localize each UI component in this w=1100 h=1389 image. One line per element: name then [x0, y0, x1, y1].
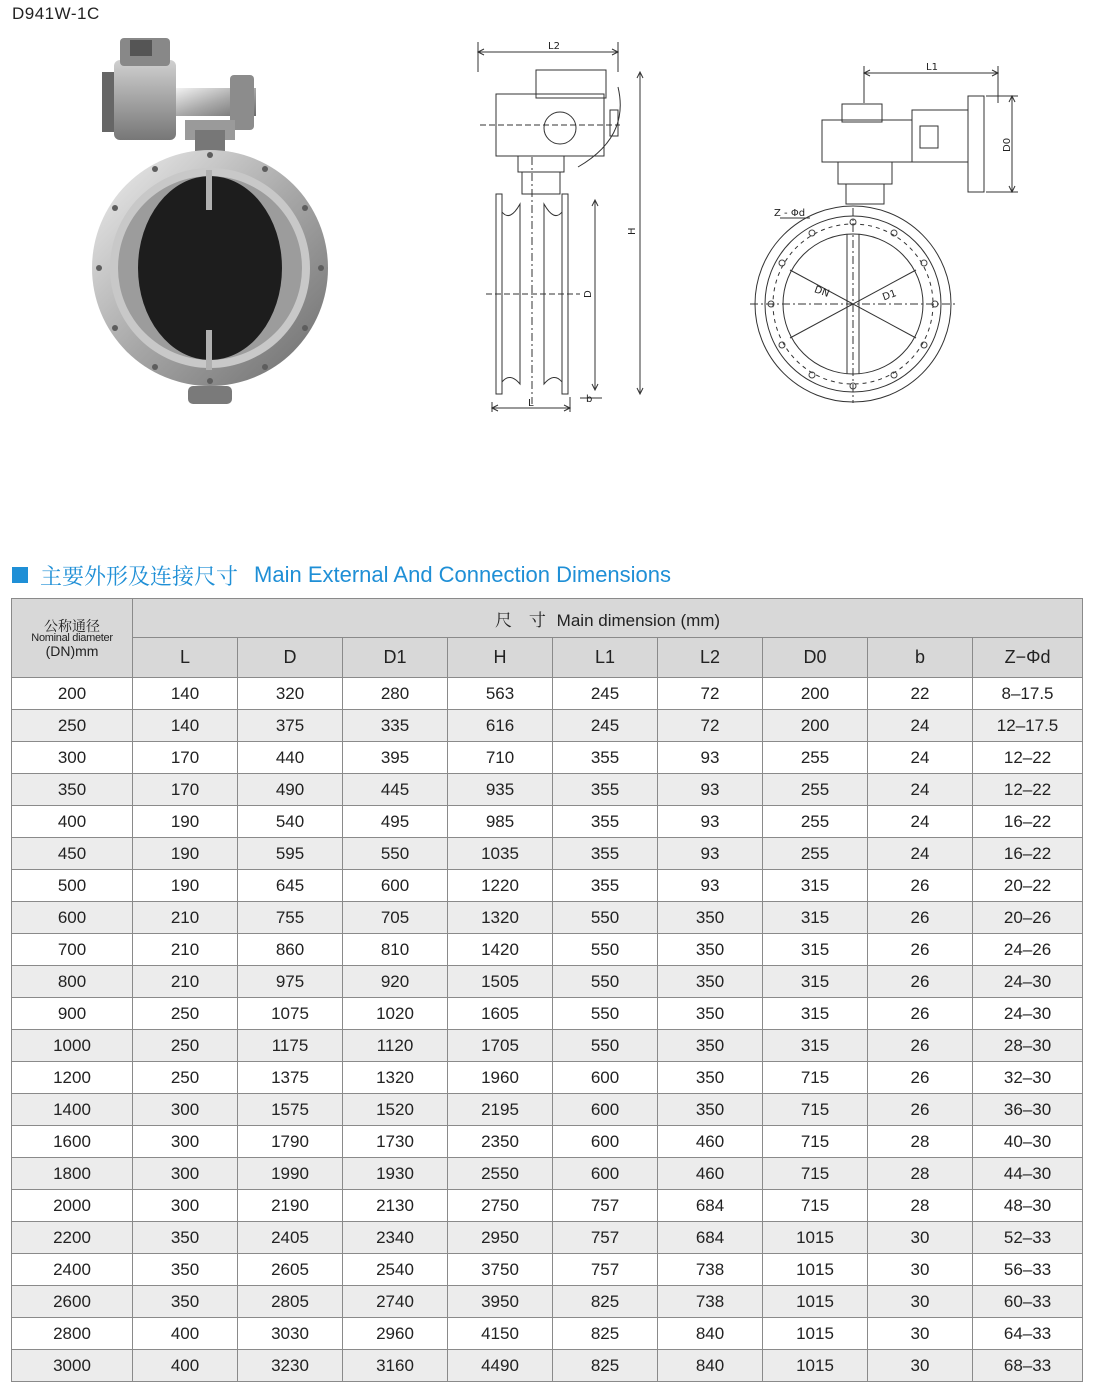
table-row — [12, 966, 1083, 998]
dimension-cell: 563 — [448, 678, 553, 710]
dimension-cell: 300 — [133, 1094, 238, 1126]
dimension-cell: 445 — [343, 774, 448, 806]
dimension-cell: 190 — [133, 838, 238, 870]
dimension-cell: 2190 — [238, 1190, 343, 1222]
dimension-cell: 36–30 — [973, 1094, 1083, 1126]
dimension-cell: 757 — [553, 1254, 658, 1286]
dimension-cell: 315 — [763, 966, 868, 998]
section-title-en: Main External And Connection Dimensions — [254, 562, 672, 587]
dimension-cell: 190 — [133, 806, 238, 838]
dimension-cell: 28–30 — [973, 1030, 1083, 1062]
dimension-cell: 1520 — [343, 1094, 448, 1126]
dimension-cell: 210 — [133, 934, 238, 966]
dimension-cell: 1015 — [763, 1318, 868, 1350]
dimension-cell: 920 — [343, 966, 448, 998]
dimension-cell: 30 — [868, 1318, 973, 1350]
dimension-cell: 24 — [868, 806, 973, 838]
dimension-cell: 255 — [763, 742, 868, 774]
dimension-cell: 1220 — [448, 870, 553, 902]
dn-cell: 800 — [12, 966, 133, 998]
label-z-phi-d: Z - Φd — [774, 208, 806, 219]
dimension-cell: 300 — [133, 1190, 238, 1222]
label-DN: DN — [812, 284, 831, 300]
dimension-cell: 1575 — [238, 1094, 343, 1126]
table-row — [12, 1126, 1083, 1158]
dimension-cell: 1420 — [448, 934, 553, 966]
dimension-cell: 60–33 — [973, 1286, 1083, 1318]
dimension-cell: 395 — [343, 742, 448, 774]
dimension-cell: 210 — [133, 902, 238, 934]
dimension-cell: 2350 — [448, 1126, 553, 1158]
dimension-cell: 1605 — [448, 998, 553, 1030]
table-row — [12, 998, 1083, 1030]
label-L2: L2 — [548, 41, 560, 52]
dn-cell: 2200 — [12, 1222, 133, 1254]
table-row — [12, 742, 1083, 774]
dimension-cell: 8–17.5 — [973, 678, 1083, 710]
dimension-cell: 2750 — [448, 1190, 553, 1222]
dimension-cell: 350 — [658, 998, 763, 1030]
dimension-cell: 72 — [658, 710, 763, 742]
table-row — [12, 1350, 1083, 1382]
dimension-cell: 28 — [868, 1190, 973, 1222]
label-D1: D1 — [881, 288, 899, 304]
dimension-cell: 350 — [658, 902, 763, 934]
column-header: H — [448, 638, 553, 678]
dimension-cell: 140 — [133, 678, 238, 710]
dimension-cell: 684 — [658, 1190, 763, 1222]
dimension-cell: 600 — [553, 1126, 658, 1158]
dimension-cell: 2740 — [343, 1286, 448, 1318]
dimension-cell: 24 — [868, 774, 973, 806]
dimension-cell: 550 — [553, 902, 658, 934]
dimension-cell: 315 — [763, 902, 868, 934]
dimension-cell: 2130 — [343, 1190, 448, 1222]
dimension-cell: 600 — [553, 1158, 658, 1190]
table-row — [12, 1030, 1083, 1062]
dimension-cell: 595 — [238, 838, 343, 870]
dimension-cell: 2550 — [448, 1158, 553, 1190]
front-view-drawing — [750, 58, 1030, 423]
dn-cell: 200 — [12, 678, 133, 710]
dimension-cell: 757 — [553, 1222, 658, 1254]
dimension-cell: 255 — [763, 838, 868, 870]
dimension-cell: 540 — [238, 806, 343, 838]
dimension-cell: 1015 — [763, 1286, 868, 1318]
dimension-cell: 12–17.5 — [973, 710, 1083, 742]
dimension-cell: 16–22 — [973, 838, 1083, 870]
dn-cell: 3000 — [12, 1350, 133, 1382]
dimension-cell: 684 — [658, 1222, 763, 1254]
dimension-cell: 93 — [658, 806, 763, 838]
dn-cell: 250 — [12, 710, 133, 742]
dimension-cell: 440 — [238, 742, 343, 774]
dimension-cell: 460 — [658, 1158, 763, 1190]
dimension-cell: 935 — [448, 774, 553, 806]
dimension-cell: 68–33 — [973, 1350, 1083, 1382]
dimension-cell: 1320 — [343, 1062, 448, 1094]
dimension-cell: 250 — [133, 998, 238, 1030]
dimension-cell: 355 — [553, 806, 658, 838]
dn-header-en: Nominal diameter — [31, 631, 113, 644]
dimension-cell: 355 — [553, 742, 658, 774]
column-header: L1 — [553, 638, 658, 678]
dimension-cell: 1505 — [448, 966, 553, 998]
dimension-cell: 495 — [343, 806, 448, 838]
dimension-cell: 20–26 — [973, 902, 1083, 934]
dimension-cell: 3950 — [448, 1286, 553, 1318]
dimension-cell: 26 — [868, 1062, 973, 1094]
dn-cell: 2400 — [12, 1254, 133, 1286]
dimension-cell: 93 — [658, 870, 763, 902]
table-row — [12, 1062, 1083, 1094]
dimension-cell: 320 — [238, 678, 343, 710]
section-heading — [12, 560, 671, 590]
dimension-cell: 315 — [763, 870, 868, 902]
dimension-cell: 550 — [553, 966, 658, 998]
main-dimension-zh: 尺 寸 — [494, 610, 546, 630]
dimension-cell: 715 — [763, 1126, 868, 1158]
dimension-cell: 93 — [658, 838, 763, 870]
dimension-cell: 616 — [448, 710, 553, 742]
dimension-cell: 72 — [658, 678, 763, 710]
dimension-cell: 26 — [868, 966, 973, 998]
dimension-cell: 715 — [763, 1190, 868, 1222]
dn-header-unit: (DN)mm — [45, 642, 99, 659]
dimension-cell: 600 — [553, 1094, 658, 1126]
dimension-cell: 335 — [343, 710, 448, 742]
dimension-cell: 550 — [553, 1030, 658, 1062]
label-H: H — [627, 227, 638, 235]
dimension-cell: 200 — [763, 678, 868, 710]
dimension-cell: 28 — [868, 1158, 973, 1190]
dimension-cell: 2605 — [238, 1254, 343, 1286]
label-b: b — [586, 394, 593, 405]
dimension-cell: 1175 — [238, 1030, 343, 1062]
dimension-cell: 22 — [868, 678, 973, 710]
dimension-cell: 1075 — [238, 998, 343, 1030]
column-header: D1 — [343, 638, 448, 678]
dimension-cell: 245 — [553, 710, 658, 742]
dimension-cell: 30 — [868, 1222, 973, 1254]
table-row — [12, 678, 1083, 710]
dimension-cell: 315 — [763, 934, 868, 966]
dimension-cell: 16–22 — [973, 806, 1083, 838]
table-row — [12, 806, 1083, 838]
dn-cell: 900 — [12, 998, 133, 1030]
dimension-cell: 350 — [658, 966, 763, 998]
column-header: D0 — [763, 638, 868, 678]
dimension-cell: 26 — [868, 902, 973, 934]
dimension-cell: 757 — [553, 1190, 658, 1222]
label-L1: L1 — [926, 62, 938, 73]
dn-cell: 400 — [12, 806, 133, 838]
dimension-cell: 1015 — [763, 1350, 868, 1382]
dimensions-table — [11, 598, 1083, 1382]
dimension-cell: 2340 — [343, 1222, 448, 1254]
dimension-cell: 255 — [763, 774, 868, 806]
dimension-cell: 140 — [133, 710, 238, 742]
dimension-cell: 755 — [238, 902, 343, 934]
dimension-cell: 4150 — [448, 1318, 553, 1350]
dimension-cell: 1015 — [763, 1222, 868, 1254]
dimension-cell: 400 — [133, 1318, 238, 1350]
dimension-cell: 810 — [343, 934, 448, 966]
dimension-cell: 28 — [868, 1126, 973, 1158]
dimension-cell: 350 — [133, 1286, 238, 1318]
dimension-cell: 170 — [133, 742, 238, 774]
dn-cell: 1600 — [12, 1126, 133, 1158]
dimension-cell: 355 — [553, 774, 658, 806]
dn-cell: 1400 — [12, 1094, 133, 1126]
table-row — [12, 1318, 1083, 1350]
dimension-cell: 355 — [553, 838, 658, 870]
table-row — [12, 774, 1083, 806]
dimension-cell: 840 — [658, 1350, 763, 1382]
table-row — [12, 710, 1083, 742]
dimension-cell: 825 — [553, 1286, 658, 1318]
dimension-cell: 30 — [868, 1254, 973, 1286]
table-row — [12, 902, 1083, 934]
dimension-cell: 550 — [343, 838, 448, 870]
dimension-cell: 1930 — [343, 1158, 448, 1190]
dimension-cell: 600 — [343, 870, 448, 902]
dimension-cell: 30 — [868, 1286, 973, 1318]
dimension-cell: 1990 — [238, 1158, 343, 1190]
dimension-cell: 1020 — [343, 998, 448, 1030]
column-header: D — [238, 638, 343, 678]
dimension-cell: 52–33 — [973, 1222, 1083, 1254]
dimension-cell: 24 — [868, 710, 973, 742]
dimension-cell: 26 — [868, 1094, 973, 1126]
dimension-cell: 460 — [658, 1126, 763, 1158]
dimension-cell: 550 — [553, 998, 658, 1030]
dimension-cell: 3160 — [343, 1350, 448, 1382]
dimension-cell: 48–30 — [973, 1190, 1083, 1222]
dn-cell: 500 — [12, 870, 133, 902]
dimension-cell: 1015 — [763, 1254, 868, 1286]
dimension-cell: 24 — [868, 742, 973, 774]
section-title-zh: 主要外形及连接尺寸 — [40, 563, 239, 589]
dimension-cell: 985 — [448, 806, 553, 838]
dimension-cell: 300 — [133, 1158, 238, 1190]
dimension-cell: 250 — [133, 1030, 238, 1062]
heading-square-icon — [12, 567, 28, 583]
dimension-cell: 375 — [238, 710, 343, 742]
dimension-cell: 93 — [658, 774, 763, 806]
dimension-cell: 12–22 — [973, 742, 1083, 774]
dn-cell: 700 — [12, 934, 133, 966]
dimension-cell: 1035 — [448, 838, 553, 870]
dimension-cell: 280 — [343, 678, 448, 710]
dimension-cell: 315 — [763, 998, 868, 1030]
dimension-cell: 975 — [238, 966, 343, 998]
dimension-cell: 190 — [133, 870, 238, 902]
dimension-cell: 600 — [553, 1062, 658, 1094]
column-header-row — [12, 638, 1083, 678]
dimension-cell: 825 — [553, 1318, 658, 1350]
dimension-cell: 645 — [238, 870, 343, 902]
dimension-cell: 350 — [658, 1062, 763, 1094]
dimension-cell: 2195 — [448, 1094, 553, 1126]
table-row — [12, 838, 1083, 870]
dimension-cell: 738 — [658, 1286, 763, 1318]
dn-cell: 2800 — [12, 1318, 133, 1350]
dimension-cell: 26 — [868, 934, 973, 966]
table-row — [12, 1286, 1083, 1318]
dimension-cell: 3030 — [238, 1318, 343, 1350]
dimension-cell: 250 — [133, 1062, 238, 1094]
dn-cell: 600 — [12, 902, 133, 934]
side-view-drawing — [470, 32, 660, 417]
dimension-cell: 355 — [553, 870, 658, 902]
dimension-cell: 300 — [133, 1126, 238, 1158]
dimension-cell: 840 — [658, 1318, 763, 1350]
dimension-cell: 550 — [553, 934, 658, 966]
dimension-cell: 3750 — [448, 1254, 553, 1286]
dimension-cell: 350 — [133, 1254, 238, 1286]
column-header: L2 — [658, 638, 763, 678]
table-body — [12, 678, 1083, 1382]
dimension-cell: 24–30 — [973, 998, 1083, 1030]
dimension-cell: 860 — [238, 934, 343, 966]
dimension-cell: 1705 — [448, 1030, 553, 1062]
dimension-cell: 1320 — [448, 902, 553, 934]
nominal-diameter-header — [12, 599, 133, 678]
dimension-cell: 30 — [868, 1350, 973, 1382]
table-row — [12, 1254, 1083, 1286]
table-row — [12, 934, 1083, 966]
dimension-cell: 200 — [763, 710, 868, 742]
dimension-cell: 245 — [553, 678, 658, 710]
dn-cell: 1800 — [12, 1158, 133, 1190]
dn-cell: 2000 — [12, 1190, 133, 1222]
dimension-cell: 3230 — [238, 1350, 343, 1382]
dimension-cell: 26 — [868, 870, 973, 902]
dimension-cell: 1375 — [238, 1062, 343, 1094]
dn-cell: 450 — [12, 838, 133, 870]
dimension-cell: 2540 — [343, 1254, 448, 1286]
dimension-cell: 738 — [658, 1254, 763, 1286]
dn-cell: 2600 — [12, 1286, 133, 1318]
dimension-cell: 93 — [658, 742, 763, 774]
dimension-cell: 40–30 — [973, 1126, 1083, 1158]
dimension-cell: 4490 — [448, 1350, 553, 1382]
dimension-cell: 20–22 — [973, 870, 1083, 902]
label-D: D — [583, 290, 594, 298]
label-L: L — [528, 398, 534, 409]
dimension-cell: 710 — [448, 742, 553, 774]
dimension-cell: 1120 — [343, 1030, 448, 1062]
dimension-cell: 315 — [763, 1030, 868, 1062]
column-header: L — [133, 638, 238, 678]
column-header: Z−Φd — [973, 638, 1083, 678]
dimension-cell: 350 — [658, 1030, 763, 1062]
dimension-cell: 56–33 — [973, 1254, 1083, 1286]
dimension-cell: 715 — [763, 1062, 868, 1094]
label-D0: D0 — [1002, 137, 1013, 152]
dimension-cell: 170 — [133, 774, 238, 806]
table-row — [12, 1094, 1083, 1126]
valve-photo — [80, 30, 350, 415]
dimension-cell: 715 — [763, 1094, 868, 1126]
dimension-cell: 350 — [658, 934, 763, 966]
dimension-cell: 350 — [658, 1094, 763, 1126]
dimension-cell: 705 — [343, 902, 448, 934]
dn-cell: 350 — [12, 774, 133, 806]
dimension-cell: 2805 — [238, 1286, 343, 1318]
dimension-cell: 26 — [868, 998, 973, 1030]
dimension-cell: 1960 — [448, 1062, 553, 1094]
dn-cell: 1000 — [12, 1030, 133, 1062]
table-row — [12, 1222, 1083, 1254]
dimension-cell: 12–22 — [973, 774, 1083, 806]
dn-header-zh: 公称通径 — [44, 617, 100, 634]
table-row — [12, 1190, 1083, 1222]
column-header: b — [868, 638, 973, 678]
dimension-cell: 350 — [133, 1222, 238, 1254]
dimension-cell: 2950 — [448, 1222, 553, 1254]
table-row — [12, 1158, 1083, 1190]
dimension-cell: 24–30 — [973, 966, 1083, 998]
dimension-cell: 2960 — [343, 1318, 448, 1350]
table-row — [12, 870, 1083, 902]
dimension-cell: 24–26 — [973, 934, 1083, 966]
dn-cell: 1200 — [12, 1062, 133, 1094]
dimension-cell: 1730 — [343, 1126, 448, 1158]
main-dimension-en: Main dimension (mm) — [556, 610, 721, 630]
dimension-cell: 32–30 — [973, 1062, 1083, 1094]
dimension-cell: 2405 — [238, 1222, 343, 1254]
dimension-cell: 26 — [868, 1030, 973, 1062]
dimension-cell: 24 — [868, 838, 973, 870]
main-dimension-header — [133, 599, 1083, 638]
dn-cell: 300 — [12, 742, 133, 774]
dimension-cell: 715 — [763, 1158, 868, 1190]
dimension-cell: 64–33 — [973, 1318, 1083, 1350]
dimension-cell: 1790 — [238, 1126, 343, 1158]
model-number: D941W-1C — [12, 4, 100, 23]
dimension-cell: 44–30 — [973, 1158, 1083, 1190]
dimension-cell: 255 — [763, 806, 868, 838]
dimension-cell: 490 — [238, 774, 343, 806]
dimension-cell: 210 — [133, 966, 238, 998]
dimension-cell: 400 — [133, 1350, 238, 1382]
dimension-cell: 825 — [553, 1350, 658, 1382]
